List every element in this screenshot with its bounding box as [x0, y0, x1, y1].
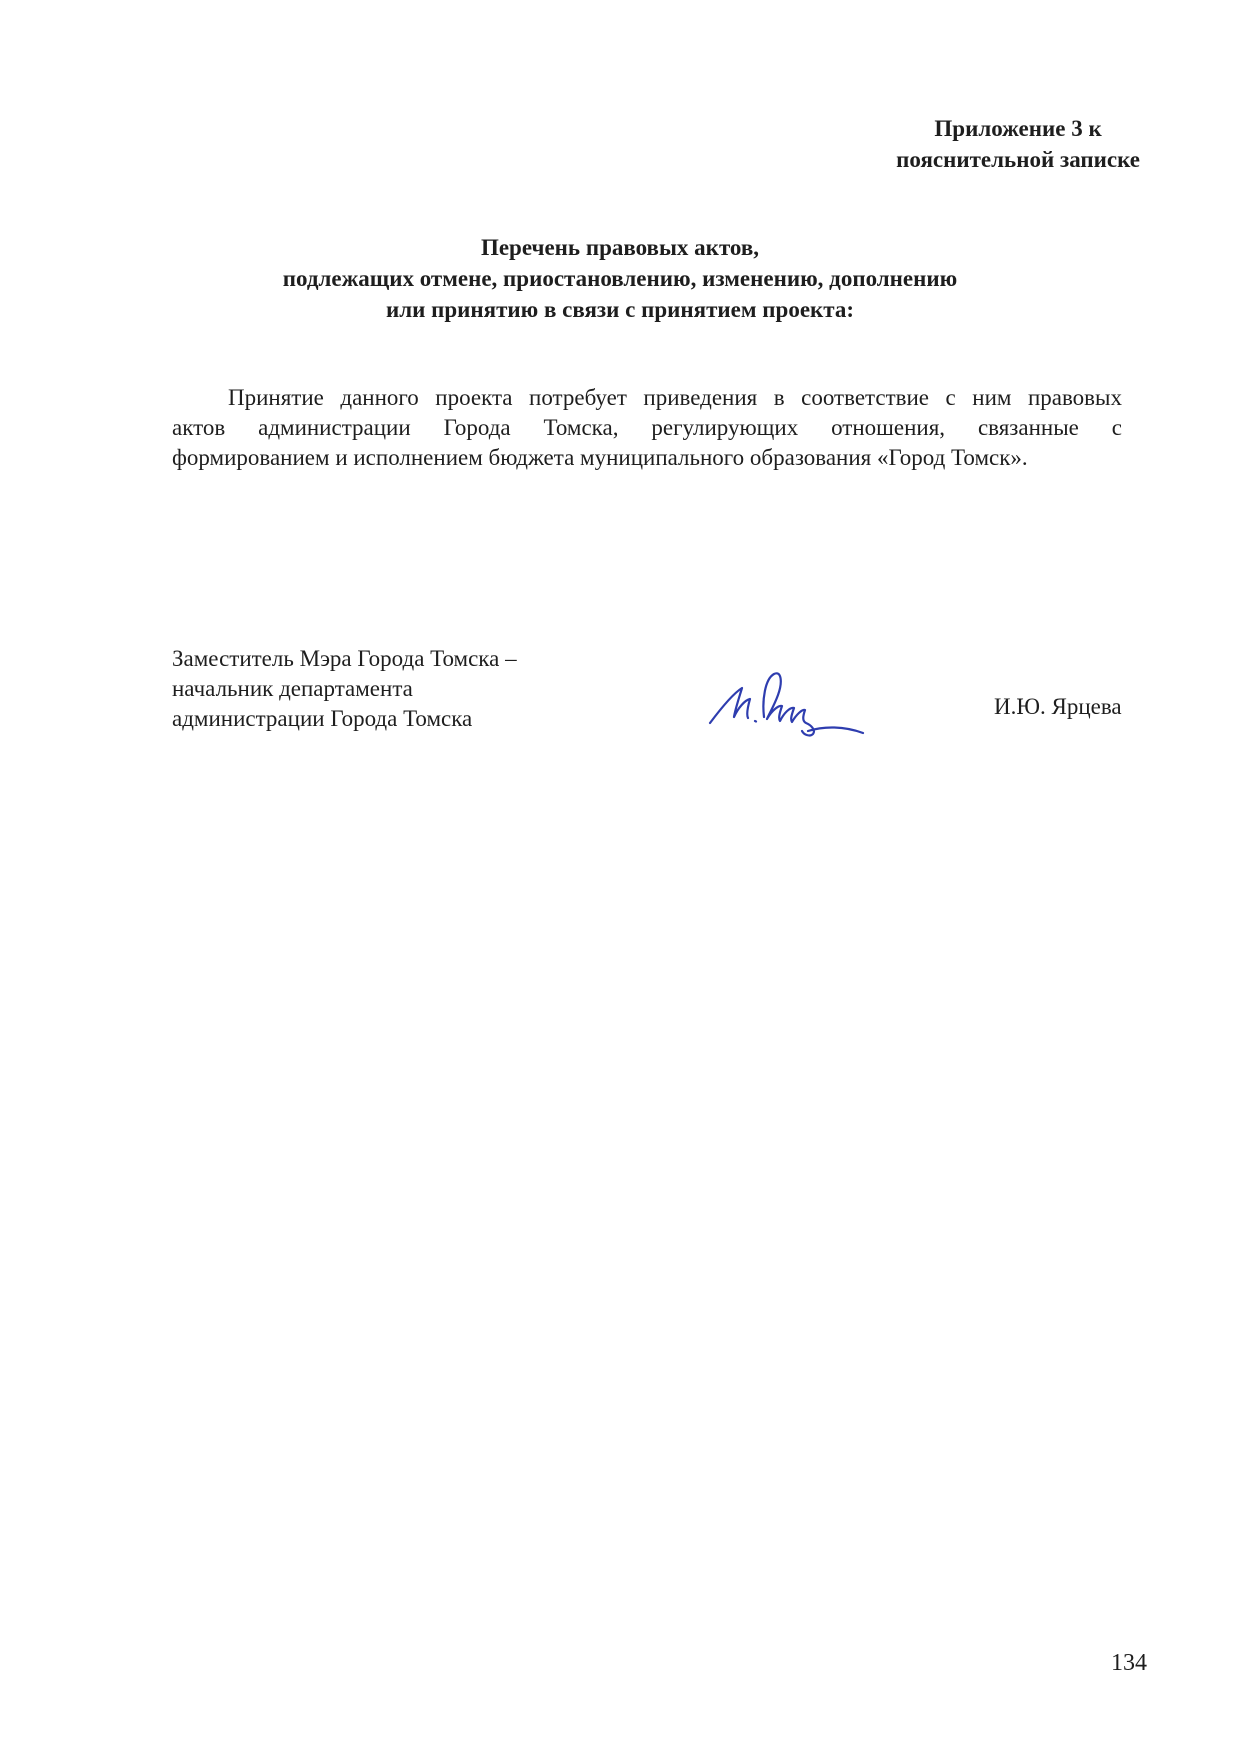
- signatory-name: И.Ю. Ярцева: [994, 694, 1122, 719]
- body-paragraph-line-3: формированием и исполнением бюджета муниципального образования «Город Томск».: [172, 445, 1028, 470]
- signoff-position-line-2: начальник департамента: [172, 676, 413, 701]
- document-title: [0, 232, 1240, 325]
- document-title-line-3: или принятию в связи с принятием проекта:: [385, 297, 855, 322]
- signature-stroke: [710, 673, 863, 735]
- signoff-position-line-1: Заместитель Мэра Города Томска –: [172, 646, 517, 671]
- body-paragraph: [172, 383, 1122, 473]
- appendix-note-line-2: пояснительной записке: [896, 147, 1140, 172]
- appendix-note: [896, 113, 1140, 175]
- document-title-line-2: подлежащих отмене, приостановлению, изменению, дополнению: [282, 266, 958, 291]
- page-number: 134: [1111, 1650, 1147, 1676]
- document-title-line-1: Перечень правовых актов,: [480, 235, 760, 260]
- appendix-note-line-1: Приложение 3 к: [934, 116, 1102, 141]
- signoff-position-line-3: администрации Города Томска: [172, 706, 473, 731]
- signoff-position: [172, 644, 517, 734]
- body-paragraph-line-1: Принятие данного проекта потребует приведения в соответствие с ним правовых: [228, 385, 1122, 410]
- body-paragraph-line-2: актов администрации Города Томска, регулирующих отношения, связанные с: [172, 415, 1122, 440]
- handwritten-signature-icon: [704, 666, 876, 740]
